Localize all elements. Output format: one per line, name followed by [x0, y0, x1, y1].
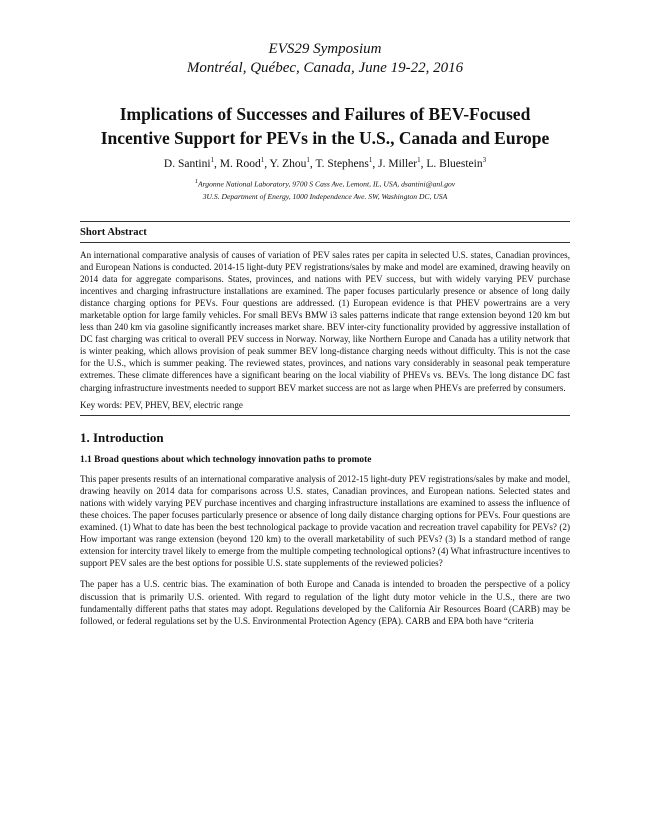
divider — [80, 242, 570, 243]
author: T. Stephens$^1$, — [315, 156, 379, 170]
keywords: Key words: PEV, PHEV, BEV, electric range — [80, 399, 243, 410]
paper-title: Implications of Successes and Failures of BEV-Focused Incentive Support for PEVs in the U.S., Canada and Europe — [100, 104, 550, 148]
divider — [80, 221, 570, 222]
symposium-name: EVS29 Symposium — [268, 41, 382, 57]
divider — [80, 415, 570, 416]
short-abstract-text: An international comparative analysis of causes of variation of PEV sales rates per capita in selected U.S. states, Canadian provinces, and European Nations is conducted. 2014-15 light-duty PEV registrations/sales by make and model are examined, drawing heavily on 2014 data for aggregate comparisons. States, provinces, and nations with PEV success, but with widely varying PEV purchase incentives and charging infrastructure installations are examined. The paper focuses particularly presence or absence of long daily distance charging options for PEVs. Four questions are addressed. (1) European evidence is that PHEV powertrains are a very marketable option for large family vehicles. For small BEVs BMW i3 sales patterns indicate that range extension beyond 120 km but less than 240 km via gasoline significantly increases market share. BEV inter-city functionality provided by aggressive installation of DC fast charging was critical to overall PEV success in Norway. Norway, like Northern Europe and Canada has a utility network that is winter peaking, which allows provision of peak summer BEV long-distance charging needs without difficulty. This is not the case for the U.S., which is summer peaking. The reviewed states, provinces, and nations vary considerably in seasonal peak temperature extremes. These climate differences have a significant bearing on the local viability of PHEVs vs. BEVs. The long distance DC fast charging infrastructure investments needed to support BEV market success are not as large when PHEVs are preferred by consumers. — [80, 249, 570, 393]
author-list — [80, 156, 570, 172]
section-heading-introduction: 1. Introduction — [80, 429, 164, 445]
symposium-location: Montréal, Québec, Canada, June 19-22, 2016 — [186, 60, 464, 76]
affiliation-doe: 3U.S. Department of Energy, 1000 Independence Ave. SW, Washington DC, USA — [202, 191, 448, 201]
paper-page — [0, 40, 650, 840]
body-paragraph: This paper presents results of an international comparative analysis of 2012-15 light-duty PEV registrations/sales by make and model, drawing heavily on 2014 data for comparisons across U.S. states, Canadian provinces, and European nations. Selected states and nations with widely varying PEV purchase incentives and charging infrastructure installations are examined to assess the influence of these choices. The paper focuses particularly presence or absence of long daily distance charging options for PEVs. Four questions are examined. (1) What to date has been the best technological package to provide vacation and recreation travel capability for PEVs? (2) How important was range extension (beyond 120 km) to the overall marketability of such PEVs? (3) Is a standard method of range extension for intercity travel likely to emerge from the multiple competing technological options? (4) What infrastructure incentives to support PEV sales are the best options for possible U.S. state supplements of the reviewed policies? — [80, 473, 570, 569]
affiliation-argonne: $^1$Argonne National Laboratory, 9700 S Cass Ave, Lemont, IL, USA, dsantini@anl.gov — [194, 178, 456, 189]
subsection-heading: 1.1 Broad questions about which technology innovation paths to promote — [80, 454, 372, 465]
author: Y. Zhou$^1$, — [269, 156, 316, 170]
author: D. Santini$^1$, — [163, 156, 220, 170]
author: L. Bluestein$^3$ — [426, 156, 487, 170]
short-abstract-heading: Short Abstract — [80, 226, 147, 238]
author: M. Rood$^1$, — [219, 156, 270, 170]
symposium-header — [80, 40, 570, 78]
body-paragraph: The paper has a U.S. centric bias. The examination of both Europe and Canada is intended to broaden the perspective of a policy discussion that is primarily U.S. oriented. With regard to regulation of the light duty motor vehicle in the U.S., there are two fundamentally different paths that states may adopt. Regulations developed by the California Air Resources Board (CARB) may be followed, or federal regulations set by the U.S. Environmental Protection Agency (EPA). CARB and EPA both have “criteria — [80, 579, 570, 626]
author: J. Miller$^1$, — [378, 156, 427, 170]
